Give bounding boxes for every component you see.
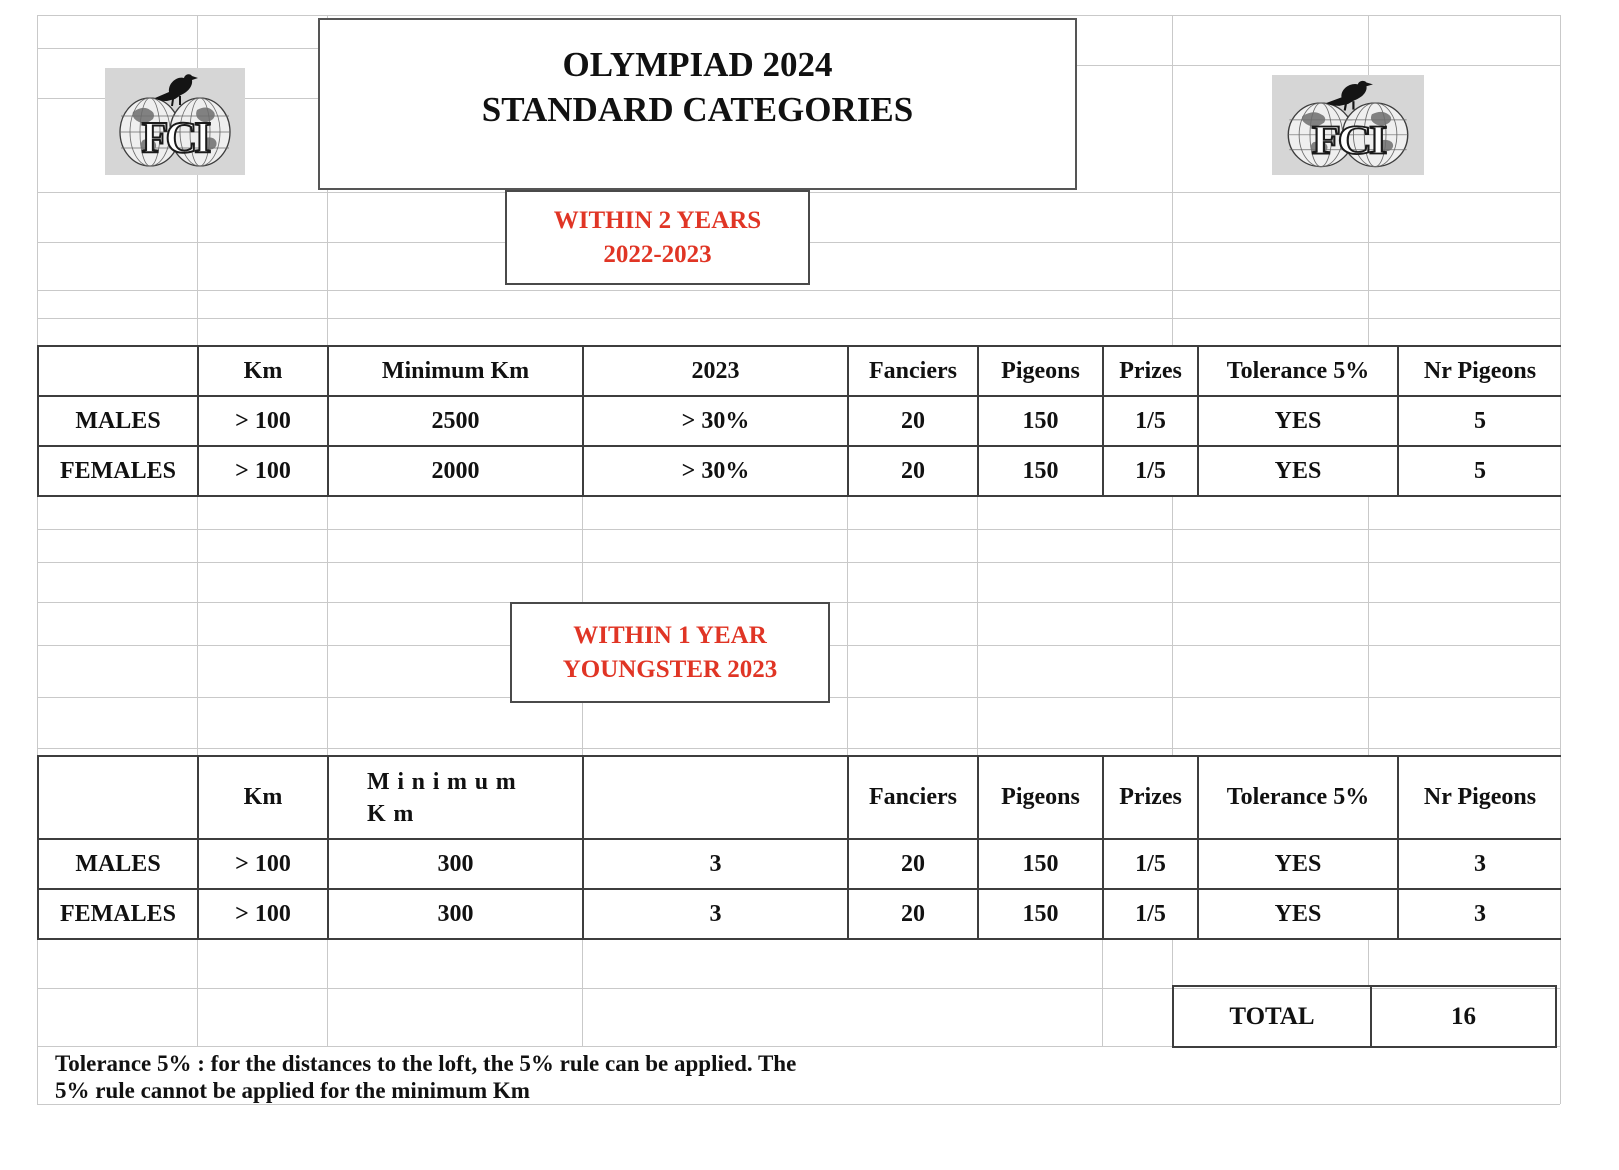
data-cell: YES <box>1198 889 1398 939</box>
grid-line <box>37 318 1560 319</box>
grid-line <box>1172 938 1173 985</box>
data-cell: > 100 <box>198 839 328 889</box>
page-title-line1: OLYMPIAD 2024 <box>562 45 833 84</box>
fci-letters: FCI <box>1311 116 1385 163</box>
data-cell: 1/5 <box>1103 396 1198 446</box>
grid-line <box>37 15 1560 16</box>
data-cell: 1/5 <box>1103 839 1198 889</box>
grid-line <box>1368 938 1369 985</box>
data-cell: 3 <box>1398 889 1561 939</box>
grid-line <box>1368 495 1369 755</box>
data-cell: 1/5 <box>1103 889 1198 939</box>
grid-line <box>1102 938 1103 1046</box>
data-cell: YES <box>1198 396 1398 446</box>
data-cell: 3 <box>1398 839 1561 889</box>
data-cell: > 100 <box>198 889 328 939</box>
grid-line <box>37 1104 1560 1105</box>
grid-line <box>1077 65 1560 66</box>
header-cell: Prizes <box>1103 756 1198 839</box>
table-row-females <box>38 446 1561 496</box>
grid-line <box>327 938 328 1046</box>
header-cell: Fanciers <box>848 756 978 839</box>
header-cell <box>38 756 198 839</box>
row-label: FEMALES <box>38 446 198 496</box>
data-cell: 1/5 <box>1103 446 1198 496</box>
header-cell: Nr Pigeons <box>1398 346 1561 396</box>
fci-emblem-icon <box>1272 75 1424 175</box>
table-header-row <box>38 346 1561 396</box>
banner-line2: 2022-2023 <box>603 240 712 268</box>
data-cell: > 30% <box>583 446 848 496</box>
header-cell: Minimum Km <box>328 756 583 839</box>
grid-line <box>1560 15 1561 1104</box>
header-cell: Tolerance 5% <box>1198 346 1398 396</box>
fci-emblem-icon <box>105 68 245 175</box>
header-cell: Tolerance 5% <box>1198 756 1398 839</box>
header-cell: Nr Pigeons <box>1398 756 1561 839</box>
banner-line1: WITHIN 2 YEARS <box>553 206 762 234</box>
data-cell: 3 <box>583 839 848 889</box>
table-header-row <box>38 756 1561 839</box>
header-cell: Prizes <box>1103 346 1198 396</box>
grid-line <box>37 562 1560 563</box>
grid-line <box>37 529 1560 530</box>
table-row-females <box>38 889 1561 939</box>
standard-categories-table-youngster <box>37 755 1561 940</box>
data-cell: 20 <box>848 396 978 446</box>
tolerance-note <box>55 1050 885 1104</box>
header-cell: Pigeons <box>978 346 1103 396</box>
data-cell: 2000 <box>328 446 583 496</box>
grid-line <box>197 15 198 345</box>
grid-line <box>847 495 848 755</box>
header-cell: Km <box>198 756 328 839</box>
page-title-line2: STANDARD CATEGORIES <box>481 90 914 129</box>
grid-line <box>582 938 583 1046</box>
data-cell: 150 <box>978 889 1103 939</box>
fci-logo-left <box>105 68 245 175</box>
data-cell: 20 <box>848 839 978 889</box>
data-cell: > 100 <box>198 396 328 446</box>
data-cell: 20 <box>848 446 978 496</box>
data-cell: 2500 <box>328 396 583 446</box>
fci-logo-right <box>1272 75 1424 175</box>
total-value: 16 <box>1370 987 1555 1046</box>
grid-line <box>197 938 198 1046</box>
header-cell: Fanciers <box>848 346 978 396</box>
data-cell: 20 <box>848 889 978 939</box>
data-cell: 300 <box>328 889 583 939</box>
grid-line <box>1172 15 1173 345</box>
header-cell: Minimum Km <box>328 346 583 396</box>
grid-line <box>37 48 318 49</box>
header-cell <box>38 346 198 396</box>
data-cell: 300 <box>328 839 583 889</box>
grid-line <box>197 495 198 755</box>
fci-letters: FCI <box>141 113 209 162</box>
data-cell: 3 <box>583 889 848 939</box>
data-cell: 150 <box>978 839 1103 889</box>
banner-line1: WITHIN 1 YEAR <box>573 621 767 649</box>
row-label: MALES <box>38 839 198 889</box>
header-cell: 2023 <box>583 346 848 396</box>
total-box <box>1172 985 1557 1048</box>
grid-line <box>977 495 978 755</box>
tolerance-note-line2: 5% rule cannot be applied for the minimum Km <box>55 1078 530 1103</box>
grid-line <box>37 748 1560 749</box>
title-box <box>318 18 1077 190</box>
grid-line <box>1172 495 1173 755</box>
grid-line <box>37 290 1560 291</box>
banner-line2: YOUNGSTER 2023 <box>562 655 778 683</box>
header-cell <box>583 756 848 839</box>
grid-line <box>1368 15 1369 345</box>
banner-within-2-years <box>505 190 810 285</box>
standard-categories-table-2years <box>37 345 1561 497</box>
header-cell: Pigeons <box>978 756 1103 839</box>
data-cell: 150 <box>978 446 1103 496</box>
banner-within-1-year <box>510 602 830 703</box>
data-cell: 5 <box>1398 396 1561 446</box>
data-cell: 5 <box>1398 446 1561 496</box>
data-cell: YES <box>1198 839 1398 889</box>
tolerance-note-line1: Tolerance 5% : for the distances to the loft, the 5% rule can be applied. The <box>55 1051 797 1076</box>
grid-line <box>37 15 38 1104</box>
row-label: MALES <box>38 396 198 446</box>
table-row-males <box>38 396 1561 446</box>
data-cell: > 30% <box>583 396 848 446</box>
total-label: TOTAL <box>1229 1002 1315 1030</box>
header-cell: Km <box>198 346 328 396</box>
table-row-males <box>38 839 1561 889</box>
row-label: FEMALES <box>38 889 198 939</box>
data-cell: YES <box>1198 446 1398 496</box>
grid-line <box>327 495 328 755</box>
data-cell: 150 <box>978 396 1103 446</box>
data-cell: > 100 <box>198 446 328 496</box>
